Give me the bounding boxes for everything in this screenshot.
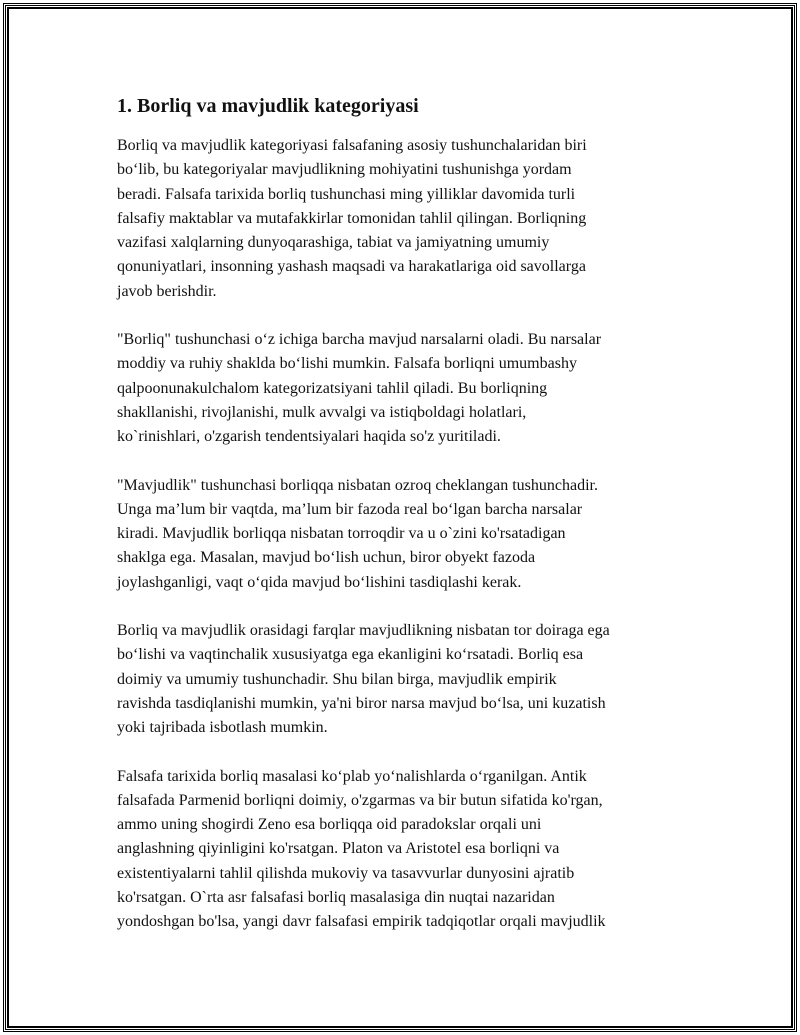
paragraph-borliq: "Borliq" tushunchasi o‘z ichiga barcha mavjud narsalarni oladi. Bu narsalar moddiy va ruhiy shaklda bo‘lishi mumkin. Falsafa borliqni umumbashy qalpoonunakulchalom kategorizatsiyani tahlil qiladi. Bu borliqning shakllanishi, rivojlanishi, mulk avvalgi va istiqboldagi holatlari, ko`rinishlari, o'zgarish tendentsiyalari haqida so'z yuritiladi. [117, 331, 602, 446]
paragraph-intro: Borliq va mavjudlik kategoriyasi falsafaning asosiy tushunchalaridan biri bo‘lib, bu kategoriyalar mavjudlikning mohiyatini tushunishga yordam beradi. Falsafa tarixida borliq tushunchasi ming yilliklar davomida turli falsafiy maktablar va mutafakkirlar tomonidan tahlil qilingan. Borliqning vazifasi xalqlarning dunyoqarashiga, tabiat va jamiyatning umumiy qonuniyatlari, insonning yashash maqsadi va harakatlariga oid savollarga javob berishdir. [117, 137, 587, 300]
paragraph-mavjudlik: "Mavjudlik" tushunchasi borliqqa nisbatan ozroq cheklangan tushunchadir. Unga ma’lum bir vaqtda, ma’lum bir fazoda real bo‘lgan barcha narsalar kiradi. Mavjudlik borliqqa nisbatan torroqdir va u o`zini ko'rsatadigan shaklga ega. Masalan, mavjud bo‘lish uchun, biror obyekt fazoda joylashganligi, vaqt o‘qida mavjud bo‘lishini tasdiqlashi kerak. [117, 476, 598, 591]
section-heading: 1. Borliq va mavjudlik kategoriyasi [117, 95, 419, 117]
paragraph-history: Falsafa tarixida borliq masalasi ko‘plab yo‘nalishlarda o‘rganilgan. Antik falsafada Parmenid borliqni doimiy, o'zgarmas va bir butun sifatida ko'rgan, ammo uning shogirdi Zeno esa borliqqa oid paradokslar orqali uni anglashning qiyinligini ko'rsatgan. Platon va Aristotel esa borliqni va existentiyalarni tahlil qilishda mukoviy va tasavvurlar dunyosini ajratib ko'rsatgan. O`rta asr falsafasi borliq masalasiga din nuqtai nazaridan yondoshgan bo'lsa, yangi davr falsafasi empirik tadqiqotlar orqali mavjudlik [117, 767, 606, 931]
paragraph-differences: Borliq va mavjudlik orasidagi farqlar mavjudlikning nisbatan tor doiraga ega bo‘lishi va vaqtinchalik xususiyatga ega ekanligini ko‘rsatadi. Borliq esa doimiy va umumiy tushunchadir. Shu bilan birga, mavjudlik empirik ravishda tasdiqlanishi mumkin, ya'ni biror narsa mavjud bo‘lsa, uni kuzatish yoki tajribada isbotlash mumkin. [117, 622, 610, 737]
document-body [117, 92, 692, 959]
